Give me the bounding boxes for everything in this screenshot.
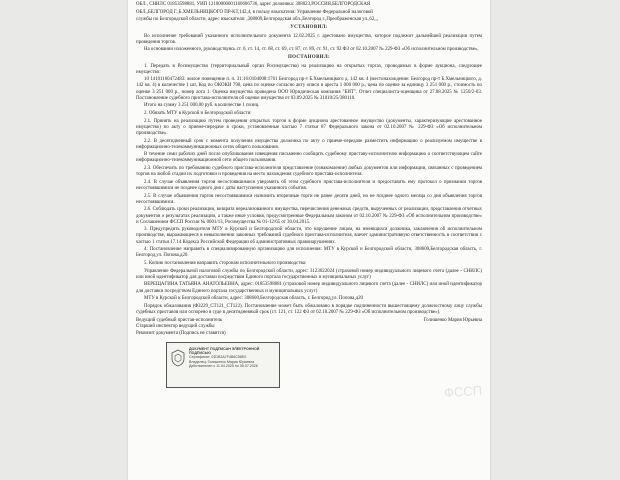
- stamp-line: Сертификат: 01DB3A7F4B6C58E0: [189, 355, 247, 360]
- watermark: ФССП: [443, 382, 483, 401]
- stamp-line: Владелец: Голишенко Мария Юрьевна: [189, 359, 255, 364]
- document-body: [128, 0, 490, 410]
- document-page: [128, 0, 490, 480]
- emblem-icon: [170, 349, 186, 367]
- paragraph: МТУ в Курской и Белгородской области, адрес: 308600,Белгородская область, г. Белгород,ул. Попова,д20: [144, 296, 363, 302]
- section-title: УСТАНОВИЛ:: [290, 25, 328, 31]
- paragraph: 2.4. В случае объявления торгов несостоявшимися уведомить об этом судебного пристава-исполнителя и предоставить ему протокол о признании торгов несостоявшимися не позднее одного дня с даты наступления указанного события.: [136, 179, 482, 191]
- paragraph: 2.2. В десятидневный срок с момента получения имущества должника по акту о приеме-передаче разместить информацию о реализуемом имуществе в информационно-телекоммуникационных сетях общего пользования.: [136, 138, 482, 150]
- signer-role-2: Старший инспектор ведущий службы: [136, 323, 215, 329]
- stamp-line: Действителен с 11.04.2025 по 05.07.2026: [189, 364, 258, 369]
- doc-line: ОБЛ.,БЕЛГОРОД Г.,Б.ХМЕЛЬНИЦКОГО ПР-КТ,142,4, в пользу взыскателя: Управление Федеральной налоговой: [136, 9, 373, 15]
- paragraph: 2.6. Соблюдать сроки реализации, возврата нереализованного имущества, перечисления денежных средств, вырученных от реализации, представления отчетных документов о результатах реализации, а также иные условия, предусмотренные Федеральным законом от 02.10.2007 № 229-ФЗ «Об исполнительном производстве» и Соглашением ФССП России № 0001/13, Росимущества № 01-12/65 от 30.04.2015.: [136, 207, 482, 225]
- paragraph: Управление Федеральной налоговой службы по Белгородской области, адрес: 3123022024 (страховой номер индивидуального лицевого счета (далее - СНИЛС) или иной идентификатор для доставки посредством Единого портала государственных и муниципальных услуг): [136, 268, 482, 280]
- paragraph: 2.1. Принять на реализацию путем проведения открытых торгов в форме аукциона арестованное имущество (документы, характеризующие арестованное имущество) по акту о приеме-передаче в сроки, установленные частью 7 статьи 87 Федерального закона от 02.10.2007 № 229-ФЗ «Об исполнительном производстве».: [136, 118, 482, 136]
- stamp-text: [189, 347, 276, 369]
- paragraph: 3. Предупредить руководителя МТУ в Курской и Белгородской области, что нарушение лицом, на имеющихся должника, заключения об исполнительном производстве, выражающееся в невыполнении законных требований судебного пристава-исполнителя, влечет административную ответственность в соответствии с частью 1 статьи 17.14 Кодекса Российской Федерации об административных правонарушениях.: [136, 227, 482, 245]
- stamp-area: [136, 340, 482, 410]
- stamp-title: ДОКУМЕНТ ПОДПИСАН ЭЛЕКТРОННОЙ ПОДПИСЬЮ: [189, 346, 260, 355]
- paragraph: 4. Постановление направить в специализированную организацию для исполнения: МТУ в Курской и Белгородской области, 308600,Белгородская область, г. Белгород,ул. Попова,д20.: [136, 247, 482, 259]
- signer-name: Голишенко Мария Юрьевна: [423, 317, 482, 323]
- doc-line: службы по Белгородской области, адрес взыскателя: ,308009,Белгородская обл.,Белгород г.,Преображенская ул.,62,,,: [136, 17, 378, 23]
- paragraph: 1. Передать в Росимущество (территориальный орган Росимущества) на реализацию на открытых торгах, проводимых в форме аукциона, следующее имущество:: [136, 63, 482, 75]
- signer-role: Ведущий судебный пристав-исполнитель: [136, 317, 223, 323]
- paragraph: Во исполнение требований указанного исполнительного документа 12.02.2025 г. арестовано имущество, которое подлежит дальнейшей реализации путем проведения торгов.: [136, 33, 482, 45]
- paragraph: 2.3. Обеспечить по требованию судебного пристава-исполнителя представление (ознакомление) любых документов или информации, связанных с проведением торгов на любой стадии их подготовки и проведения на место нахождения судебного пристава-исполнителя.: [136, 166, 482, 178]
- paragraph: 2. Обязать МТУ в Курской и Белгородской области:: [144, 110, 252, 116]
- section-title: ПОСТАНОВИЛ:: [287, 55, 331, 61]
- paragraph: 10 14101160472483: жилое помещение п. п. 31:16:0104008:1761 Белгород пр-т Б.Хмельницкого д. 142 кв. 4 (местонахождение: Белгород пр-т Б.Хмельницкого, д. 142 кв. 4) в количестве 1 шт, Код по ОКОКИ 790, цена по оценке согласно акту описи и ареста 1 000 000 р., цена по оценке за единицу 3 251 000 р., стоимость по оценке 3 251 000 р., номер лота 1. Оценка имущества проведена ООО Юридическая компания "БИТ". Отчет специалиста-оценщика от 27.08.2025 № 1250/2-03. Постановление судебного пристава-исполнителя об оценке имущества от 03.09.2025 № 31010/25/380110.: [136, 77, 482, 101]
- paragraph: На основании изложенного, руководствуясь ст. 6, ст. 14, ст. 68, ст. 69, ст. 87, ст. 89, ст. 91, ст. 92 ФЗ от 02.10.2007 № 229-ФЗ «Об исполнительном производстве»,: [144, 47, 479, 53]
- paragraph: 5. Копию постановления направить сторонам исполнительного производства:: [144, 260, 307, 266]
- doc-line: ОБЛ., СНИЛС 01853598881, УИП 12100000001160606736, адрес должника: 308023,РОССИЯ,БЕЛГОРОДСКАЯ: [136, 2, 371, 7]
- paragraph: Порядок обжалования (ФЗ229_СТ121_СТ122). Постановление может быть обжаловано в порядке подчиненности вышестоящему должностному лицу службы судебных приставов или оспорено в суде в десятидневный срок (ст. 121, ст. 122 ФЗ от 02.10.2007 № 229-ФЗ «Об исполнительном производстве»).: [136, 303, 482, 315]
- paragraph: ВЕРЕЩАГИНА ТАТЬЯНА АНАТОЛЬЕВНА, адрес: 01853598881 (страховой номер индивидуального лицевого счета (далее - СНИЛС) или иной идентификатор для доставки посредством Единого портала государственных и муниципальных услуг): [136, 282, 482, 294]
- electronic-signature-stamp: [166, 342, 280, 388]
- paragraph: В течение семи рабочих дней после опубликования извещения письменно сообщить судебному приставу-исполнителю информацию о соответствующем сайте информационно-телекоммуникационной сети общего пользования.: [136, 152, 482, 164]
- paragraph: 2.5. В случае объявления торгов несостоявшимися назначить вторичные торги не ранее десяти дней, но не позднее одного месяца со дня объявления торгов несостоявшимися.: [136, 193, 482, 205]
- signature-requisite: Реквизит документа (Подпись не ставится): [136, 331, 226, 337]
- paragraph: Итого на сумму 3 251 000,00 руб. в количестве 1 позиц.: [144, 103, 260, 109]
